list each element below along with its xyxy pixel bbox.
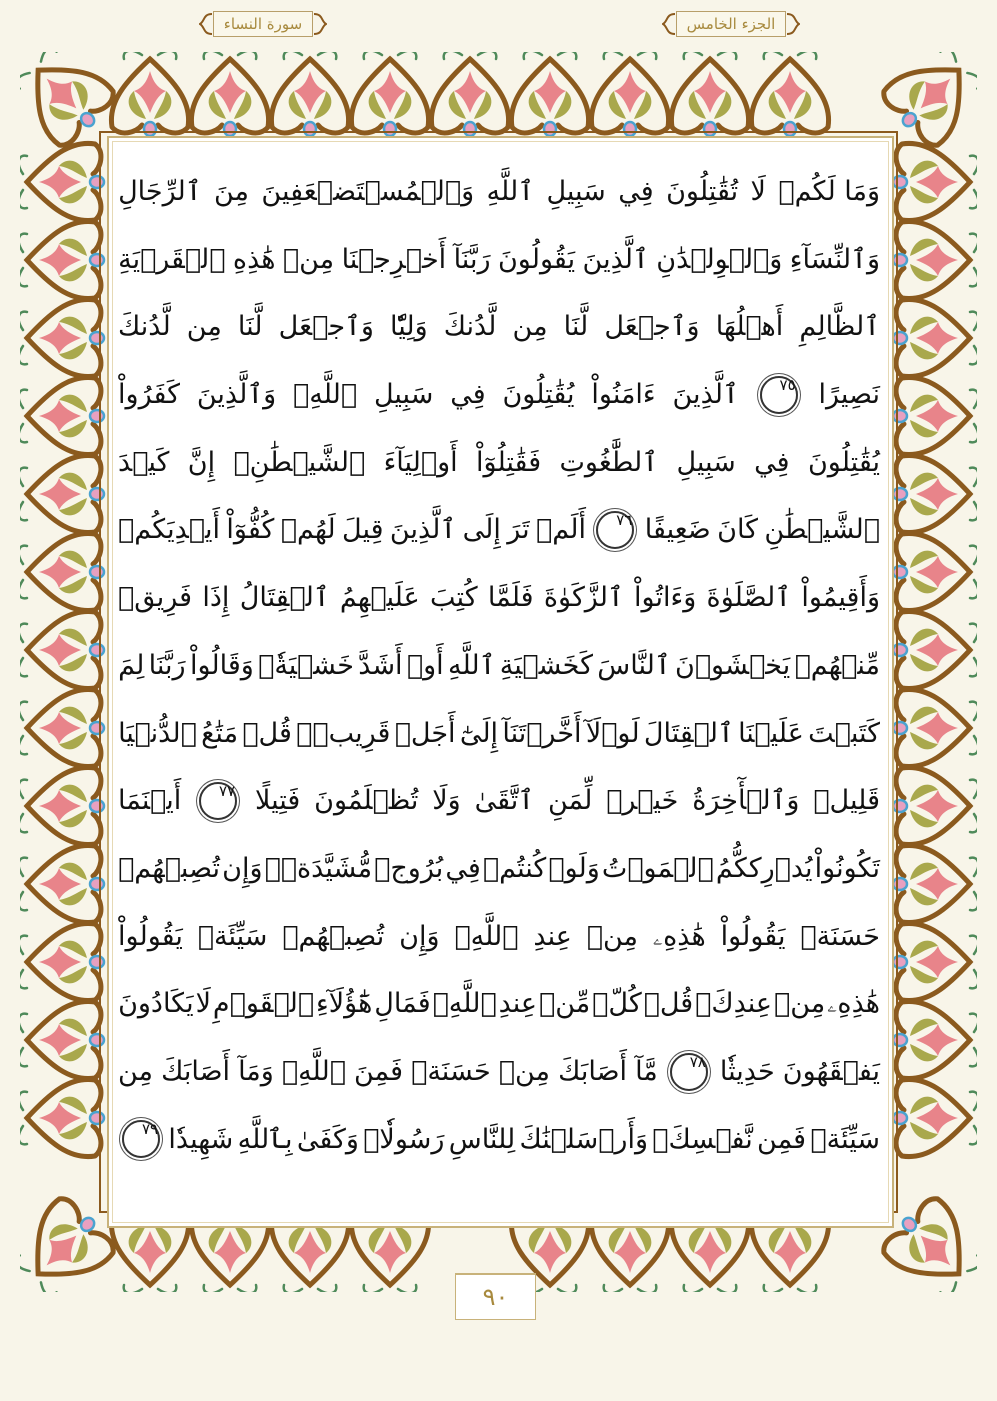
verse-word: فَرِيقٞ: [118, 582, 193, 614]
page-number: [455, 1273, 536, 1320]
verse-word: أَيۡنَمَا: [118, 785, 182, 817]
verse-word: وَمَا لَكُمۡ: [778, 176, 880, 207]
verse-word: لَّدُنكَ: [118, 311, 171, 343]
ayah-number-marker: ٧٧: [199, 782, 237, 820]
verse-word: يُقَٰتِلُونَ: [502, 379, 575, 411]
bracket-ornament-icon: [662, 12, 676, 36]
verse-word: يَخۡشَوۡنَ: [675, 649, 791, 681]
border-corner-ornament: [20, 52, 120, 152]
verse-word: فِي: [754, 446, 790, 478]
verse-line: [118, 632, 880, 700]
verse-word: رَسُولٗاۚ: [363, 1123, 445, 1155]
verse-word: أَصَابَكَ: [161, 1055, 231, 1087]
verse-word: أَصَابَكَ: [558, 1055, 628, 1087]
verse-word: تُظۡلَمُونَ: [314, 785, 419, 817]
verse-word: ٱلَّذِينَ: [672, 379, 739, 411]
verse-word: أَخۡرِجۡنَا: [341, 243, 447, 275]
verse-word: وَأَرۡسَلۡنَٰكَ: [519, 1123, 648, 1155]
border-motif-right: [893, 221, 977, 298]
border-motif-left: [20, 689, 104, 766]
verse-word: أَجَلٖ: [394, 717, 456, 749]
verse-word: عَلَيۡهِمُ: [339, 582, 420, 614]
verse-word: حَدِيثٗا: [719, 1055, 775, 1087]
verse-word: أَخَّرۡتَنَآ: [502, 717, 582, 749]
verse-line: [118, 226, 880, 294]
verse-line: [118, 903, 880, 971]
verse-word: كُتِبَ: [430, 582, 478, 614]
verse-word: قَرِيبٖۗ: [296, 717, 391, 749]
verse-line: [118, 970, 880, 1038]
verse-word: عِندِ: [533, 920, 572, 952]
border-motif-left: [20, 767, 104, 844]
border-motif-right: [893, 1001, 977, 1078]
verse-word: لِّمَنِ: [547, 785, 593, 817]
verse-word: هَٰٓؤُلَآءِ: [316, 988, 373, 1020]
verse-word: لِلنَّاسِ: [448, 1123, 516, 1155]
border-motif-top: [511, 52, 588, 136]
verse-word: عَلَيۡنَا: [738, 717, 804, 749]
verse-word: وَٱجۡعَل: [278, 311, 374, 343]
verse-word: مِن: [118, 1055, 154, 1087]
border-motif-right: [893, 533, 977, 610]
verse-word: يَقُولُونَ: [497, 243, 576, 275]
verse-word: وَءَاتُواْ: [634, 582, 697, 614]
verse-word: كَفَرُواْ: [118, 379, 180, 411]
verse-word: ٱلشَّيۡطَٰنِۖ: [233, 446, 366, 478]
border-motif-top: [111, 52, 188, 136]
verse-word: هَٰذِهِ: [232, 243, 276, 275]
verse-word: ٱلَّذِينَ: [582, 243, 649, 275]
verse-word: كُلّٞ: [592, 988, 642, 1020]
verse-word: بُرُوجٖ: [374, 852, 444, 884]
verse-word: وَأَقِيمُواْ: [801, 582, 880, 614]
verse-word: فِي: [445, 852, 481, 884]
verse-word: سَيِّئَةٖ: [810, 1123, 880, 1155]
verse-word: ٱللَّهِ: [447, 649, 496, 681]
border-motif-left: [20, 299, 104, 376]
verse-word: ٱلۡمَوۡتُ: [601, 852, 714, 884]
border-motif-left: [20, 845, 104, 922]
verse-word: وَكَفَىٰ: [296, 1123, 359, 1155]
border-motif-right: [893, 845, 977, 922]
verse-word: سَبِيلِ: [373, 379, 434, 411]
verse-word: ٱلۡقِتَالَ: [643, 717, 734, 749]
border-motif-left: [20, 1079, 104, 1156]
verse-word: فَتِيلًا: [254, 785, 301, 817]
verse-word: مِنۡ: [774, 988, 826, 1020]
verse-word: سَبِيلِ: [546, 176, 606, 207]
verse-word: كَانَ: [717, 514, 759, 546]
verse-word: عِندِكَۚ: [695, 988, 773, 1020]
verse-line: [118, 1106, 880, 1174]
verse-word: يَفۡقَهُونَ: [782, 1055, 880, 1087]
verse-word: هَٰذِهِۦ: [652, 920, 706, 952]
verse-word: فِي: [450, 379, 486, 411]
verse-word: ٱللَّهِۖ: [281, 1055, 346, 1087]
verse-word: مِن: [512, 311, 548, 343]
verse-word: فِي: [618, 176, 654, 207]
border-motif-top: [351, 52, 428, 136]
verse-word: أَهۡلُهَا: [715, 311, 784, 343]
border-motif-left: [20, 221, 104, 298]
verse-line: [118, 1038, 880, 1106]
border-motif-left: [20, 455, 104, 532]
verse-word: وَٱلۡوِلۡدَٰنِ: [656, 243, 783, 275]
border-motif-right: [893, 689, 977, 766]
verse-word: ٱللَّهِۖ: [293, 379, 358, 411]
verse-word: إِذَا: [202, 582, 230, 614]
verse-word: لَّدُنكَ: [443, 311, 497, 343]
verse-word: وَإِن: [399, 920, 440, 952]
verse-word: فَقَٰتِلُوٓاْ: [476, 446, 542, 478]
juz-name: الجزء الخامس: [676, 11, 787, 37]
verse-word: ٱلۡقِتَالُ: [239, 582, 330, 614]
verse-line: [118, 767, 880, 835]
verse-word: ٱلۡقَرۡيَةِ: [118, 243, 226, 275]
border-motif-right: [893, 923, 977, 1000]
verse-word: حَسَنَةٞ: [800, 920, 880, 952]
border-motif-left: [20, 1001, 104, 1078]
verse-word: مِّنۡهُمۡ: [794, 649, 880, 681]
verse-word: سَبِيلِ: [676, 446, 736, 478]
verse-word: كَتَبۡتَ: [808, 717, 880, 749]
verse-word: ٱلنَّاسَ: [597, 649, 671, 681]
verse-word: كَخَشۡيَةِ: [499, 649, 593, 681]
ayah-number-marker: ٧٥: [760, 376, 798, 414]
verse-word: إِنَّ: [187, 446, 216, 478]
verse-word: ٱلزَّكَوٰةَ: [543, 582, 624, 614]
verse-word: وَقَالُواْ: [189, 649, 254, 681]
verse-word: لَا: [750, 176, 766, 207]
verse-word: كُفُّوٓاْ: [226, 514, 275, 546]
verse-word: فَمِنَ: [353, 1055, 404, 1087]
verse-word: تُصِبۡهُمۡ: [118, 852, 220, 884]
bracket-ornament-icon: [199, 12, 213, 36]
verse-word: قُلۡ: [242, 717, 292, 749]
verse-word: حَسَنَةٖ: [411, 1055, 491, 1087]
verse-line: [118, 293, 880, 361]
verse-word: وَٱلنِّسَآءِ: [789, 243, 880, 275]
verse-line: [118, 361, 880, 429]
ayah-number-marker: ٧٩: [122, 1120, 160, 1158]
border-corner-ornament: [20, 1192, 120, 1292]
verse-word: مِنۡ: [282, 243, 335, 275]
verse-word: أَشَدَّ: [358, 649, 403, 681]
verse-word: ٱللَّهِ: [486, 176, 535, 207]
verse-word: نَصِيرًا: [818, 379, 880, 411]
verse-word: ٱلرِّجَالِ: [118, 176, 202, 207]
verse-word: رَبَّنَآ: [453, 243, 491, 275]
verse-word: ٱلصَّلَوٰةَ: [706, 582, 792, 614]
verse-word: يُقَٰتِلُونَ: [807, 446, 880, 478]
verse-word: ٱلۡقَوۡمِ: [212, 988, 315, 1020]
verse-word: وَٱلۡمُسۡتَضۡعَفِينَ: [261, 176, 475, 207]
verse-word: مِنَ: [213, 176, 249, 207]
border-motif-top: [591, 52, 668, 136]
verse-word: يَقُولُواْ: [118, 920, 183, 952]
verse-word: سَيِّئَةٞ: [197, 920, 268, 952]
verse-word: ٱلَّذِينَ: [389, 514, 457, 546]
border-motif-top: [271, 52, 348, 136]
verse-word: يُدۡرِككُّمُ: [715, 852, 813, 884]
verse-word: أَلَمۡ: [536, 514, 586, 546]
verse-word: تُصِبۡهُمۡ: [282, 920, 385, 952]
verse-word: بِٱللَّهِ: [237, 1123, 293, 1155]
surah-name-label: [168, 10, 358, 38]
verse-word: يَقُولُواْ: [720, 920, 786, 952]
verse-word: هَٰذِهِۦ: [827, 988, 880, 1020]
verse-word: إِلَى: [462, 514, 501, 546]
verse-word: رَبَّنَا: [148, 649, 186, 681]
verse-word: ءَامَنُواْ: [591, 379, 656, 411]
border-motif-left: [20, 143, 104, 220]
border-motif-right: [893, 143, 977, 220]
border-motif-right: [893, 455, 977, 532]
verse-word: لَّنَا: [563, 311, 589, 343]
border-motif-top: [751, 52, 828, 136]
border-motif-left: [20, 377, 104, 454]
border-motif-top: [191, 52, 268, 136]
surah-name: سورة النساء: [213, 11, 313, 37]
verse-word: وَٱلۡأٓخِرَةُ: [692, 785, 800, 817]
verse-word: وَإِن: [222, 852, 263, 884]
border-motif-left: [20, 611, 104, 688]
verse-word: مَّآ: [635, 1055, 658, 1087]
verse-word: لَا: [195, 988, 211, 1020]
border-motif-left: [20, 923, 104, 1000]
verse-word: لِمَ: [118, 649, 145, 681]
verse-word: تَرَ: [507, 514, 530, 546]
verse-line: [118, 564, 880, 632]
verse-word: خَشۡيَةٗۚ: [258, 649, 354, 681]
verse-word: وَٱلَّذِينَ: [196, 379, 277, 411]
verse-word: وَلِيّٗا: [389, 311, 428, 343]
verse-word: تُقَٰتِلُونَ: [666, 176, 739, 207]
verse-word: أَوۡ: [406, 649, 444, 681]
verse-word: عِندِ: [498, 988, 538, 1020]
verse-word: مِنۡ: [586, 920, 638, 952]
verse-word: مِّنۡ: [539, 988, 591, 1020]
border-motif-top: [671, 52, 748, 136]
verse-line: [118, 496, 880, 564]
verse-text-block: [118, 158, 880, 1173]
verse-word: ٱتَّقَىٰ: [474, 785, 535, 817]
verse-word: وَلَا: [432, 785, 461, 817]
verse-word: ٱلطَّٰغُوتِ: [559, 446, 659, 478]
verse-word: تَكُونُواْ: [814, 852, 880, 884]
verse-word: ٱلدُّنۡيَا: [118, 717, 197, 749]
page-number-text: ٩٠: [482, 1283, 509, 1311]
verse-line: [118, 429, 880, 497]
verse-word: لَوۡلَآ: [585, 717, 640, 749]
verse-word: إِلَىٰٓ: [459, 717, 499, 749]
verse-word: فَمِن: [757, 1123, 807, 1155]
verse-word: أَوۡلِيَآءَ: [383, 446, 458, 478]
juz-name-label: [636, 10, 826, 38]
verse-word: ضَعِيفًا: [644, 514, 711, 546]
verse-line: [118, 158, 880, 226]
verse-word: قُلۡ: [643, 988, 694, 1020]
border-motif-right: [893, 299, 977, 376]
verse-word: ٱللَّهِۖ: [432, 988, 497, 1020]
bracket-ornament-icon: [313, 12, 327, 36]
verse-line: [118, 700, 880, 768]
verse-word: مُّشَيَّدَةٖۗ: [264, 852, 373, 884]
verse-word: قِيلَ: [342, 514, 384, 546]
verse-word: وَلَوۡ: [548, 852, 600, 884]
verse-word: فَلَمَّا: [487, 582, 534, 614]
border-motif-right: [893, 767, 977, 844]
verse-word: فَمَالِ: [374, 988, 431, 1020]
verse-word: وَٱجۡعَل: [604, 311, 700, 343]
verse-word: لَهُمۡ: [280, 514, 336, 546]
border-motif-right: [893, 377, 977, 454]
verse-word: لَّنَا: [237, 311, 263, 343]
verse-word: كُنتُمۡ: [482, 852, 547, 884]
verse-word: أَيۡدِيَكُمۡ: [118, 514, 221, 546]
ayah-number-marker: ٧٦: [596, 511, 634, 549]
border-motif-right: [893, 1079, 977, 1156]
ayah-number-marker: ٧٨: [670, 1053, 708, 1091]
verse-word: خَيۡرٞ: [606, 785, 679, 817]
border-motif-top: [431, 52, 508, 136]
verse-line: [118, 835, 880, 903]
verse-word: مَتَٰعُ: [201, 717, 239, 749]
verse-word: يَكَادُونَ: [118, 988, 194, 1020]
verse-word: قَلِيلٞ: [813, 785, 880, 817]
verse-word: ٱللَّهِۖ: [454, 920, 519, 952]
verse-word: شَهِيدٗا: [168, 1123, 234, 1155]
verse-word: نَّفۡسِكَۚ: [652, 1123, 753, 1155]
verse-word: ٱلشَّيۡطَٰنِ: [764, 514, 880, 546]
verse-word: مِن: [186, 311, 222, 343]
verse-word: كَيۡدَ: [118, 446, 170, 478]
bracket-ornament-icon: [786, 12, 800, 36]
border-motif-left: [20, 533, 104, 610]
verse-word: وَمَآ: [238, 1055, 274, 1087]
verse-word: ٱلظَّالِمِ: [799, 311, 880, 343]
verse-word: مِنۡ: [498, 1055, 551, 1087]
border-motif-right: [893, 611, 977, 688]
